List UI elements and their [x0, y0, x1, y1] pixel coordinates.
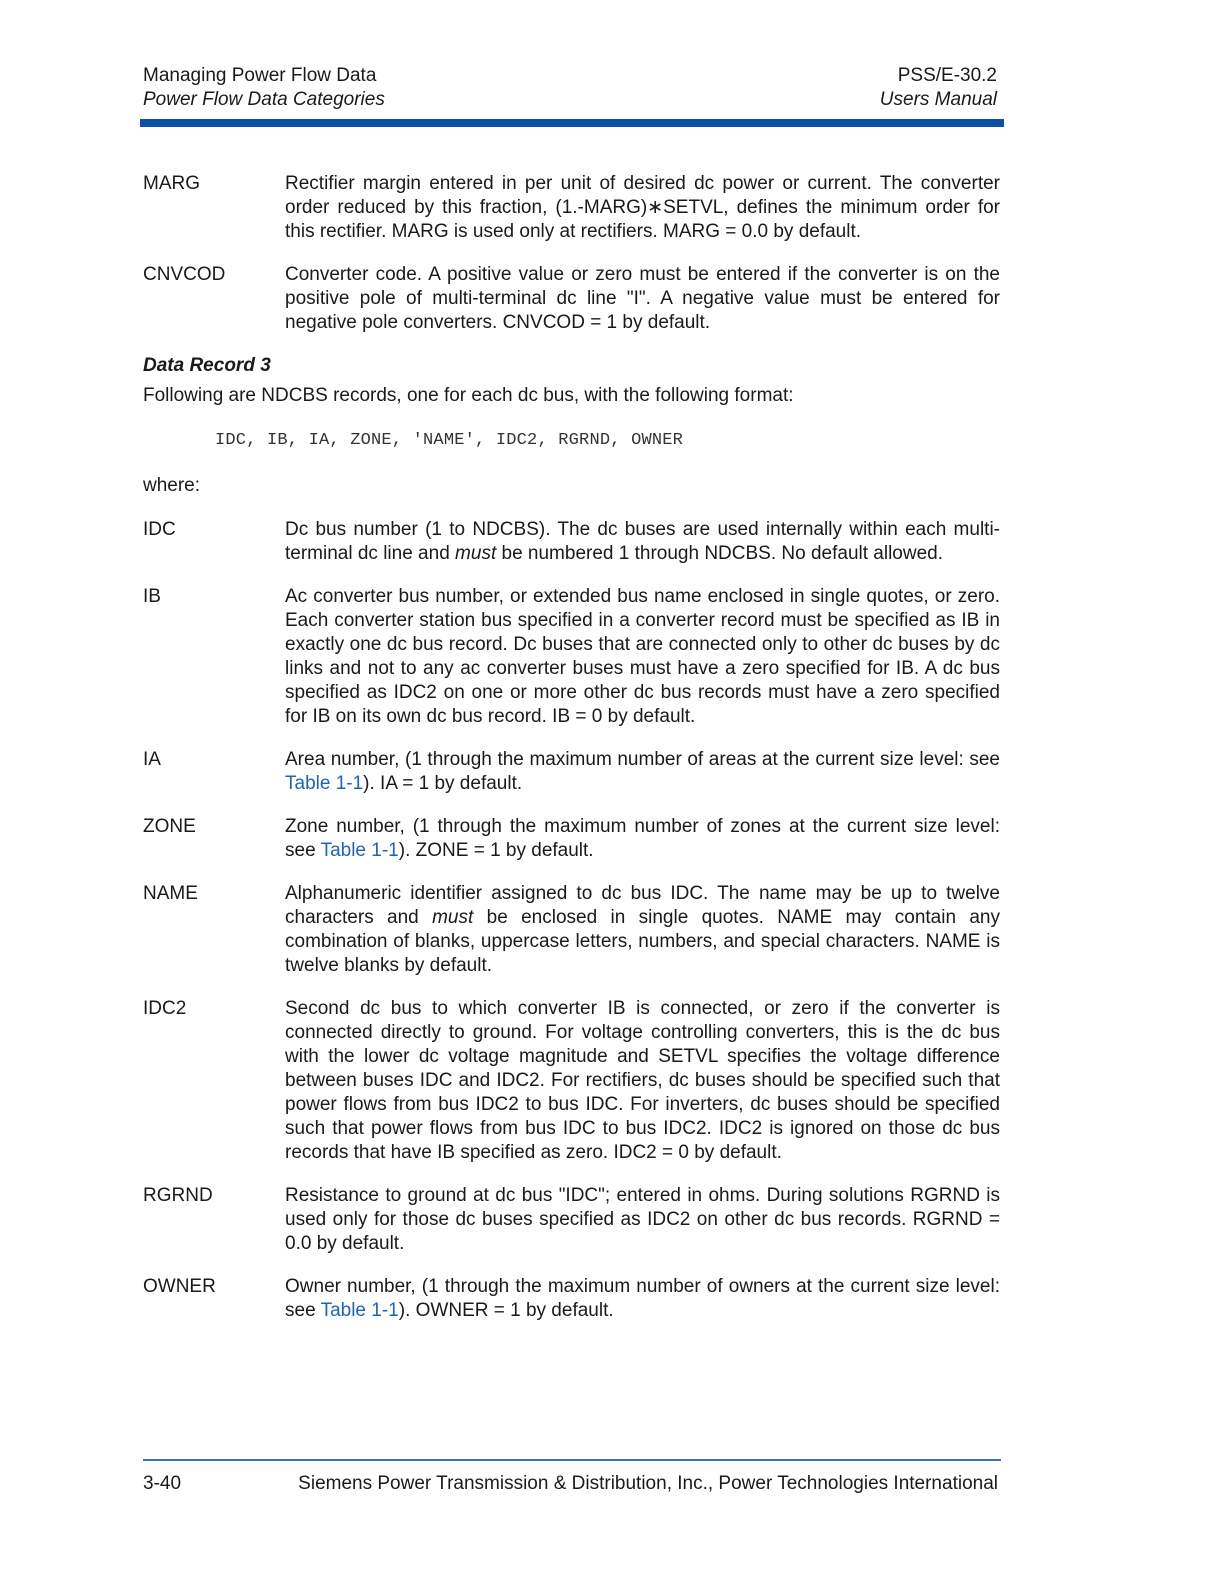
definition-text: be numbered 1 through NDCBS. No default allowed. — [496, 543, 943, 564]
term-label: RGRND — [143, 1185, 213, 1206]
term-label: NAME — [143, 883, 198, 904]
definition-row — [143, 263, 1000, 335]
table-link[interactable]: Table 1-1 — [320, 840, 399, 861]
page-content — [143, 172, 1000, 1342]
term-definition: Ac converter bus number, or extended bus name enclosed in single quotes, or zero. Each converter station bus specified in a converter record must be specified as IB in exactly one dc bus record. Dc buses that are connected only to other dc buses by dc links and not to any ac converter buses must have a zero specified for IB. A dc bus specified as IDC2 on one or more other dc bus records must have a zero specified for IB on its own dc bus record. IB = 0 by default. — [285, 586, 1000, 727]
where-label: where: — [143, 475, 201, 496]
term-label: CNVCOD — [143, 264, 226, 285]
record-format: IDC, IB, IA, ZONE, 'NAME', IDC2, RGRND, OWNER — [215, 431, 684, 450]
table-link[interactable]: Table 1-1 — [285, 773, 364, 794]
definition-text: Area number, (1 through the maximum number of areas at the current size level: see — [285, 749, 1000, 770]
table-link[interactable]: Table 1-1 — [320, 1300, 399, 1321]
term-definition: Rectifier margin entered in per unit of desired dc power or current. The converter order reduced by this fraction, (1.-MARG)∗SETVL, defines the minimum order for this rectifier. MARG is used only at rectifiers. MARG = 0.0 by default. — [285, 173, 1000, 242]
term-definition — [285, 1275, 1000, 1323]
term-definition: Converter code. A positive value or zero must be entered if the converter is on the positive pole of multi-terminal dc line "I". A negative value must be entered for negative pole converters. CNVCOD = 1 by default. — [285, 264, 1000, 333]
term-definition: Second dc bus to which converter IB is connected, or zero if the converter is connected directly to ground. For voltage controlling converters, this is the dc bus with the lower dc voltage magnitude and SETVL specifies the voltage difference between buses IDC and IDC2. For rectifiers, dc buses should be specified such that power flows from bus IDC2 to bus IDC. For inverters, dc buses should be specified such that power flows from bus IDC to bus IDC2. IDC2 is ignored on those dc bus records that have IB specified as zero. IDC2 = 0 by default. — [285, 998, 1000, 1163]
definition-row — [143, 748, 1000, 796]
header-divider — [140, 119, 1004, 127]
product-title: PSS/E-30.2 — [897, 65, 997, 86]
term-label: IA — [143, 749, 161, 770]
term-definition — [285, 748, 1000, 796]
emphasis-text: must — [455, 543, 497, 564]
definition-text: Alphanumeric identifier assigned to dc bus IDC. The name may be up to twelve characters and — [285, 883, 1000, 928]
emphasis-text: must — [432, 907, 474, 928]
chapter-title: Managing Power Flow Data — [143, 65, 377, 86]
page-number: 3-40 — [143, 1473, 182, 1494]
manual-subtitle: Users Manual — [879, 89, 997, 110]
section-subtitle: Power Flow Data Categories — [143, 89, 385, 110]
term-label: MARG — [143, 173, 200, 194]
definition-row — [143, 1184, 1000, 1256]
page-header — [143, 64, 997, 114]
term-label: IDC2 — [143, 998, 187, 1019]
definition-text: ). IA = 1 by default. — [363, 773, 523, 794]
footer-divider — [143, 1459, 1001, 1461]
section-heading: Data Record 3 — [143, 355, 271, 376]
definition-row — [143, 585, 1000, 729]
term-label: ZONE — [143, 816, 196, 837]
definition-row — [143, 1275, 1000, 1323]
term-label: OWNER — [143, 1276, 216, 1297]
definition-text: Dc bus number (1 to NDCBS). The dc buses are used internally within each multi-terminal dc line and — [285, 519, 1000, 564]
term-label: IDC — [143, 519, 176, 540]
term-definition — [285, 518, 1000, 566]
definition-row — [143, 997, 1000, 1165]
definition-row — [143, 815, 1000, 863]
term-label: IB — [143, 586, 161, 607]
definition-text: be enclosed in single quotes. NAME may contain any combination of blanks, uppercase letters, numbers, and special characters. NAME is twelve blanks by default. — [285, 907, 1000, 976]
definition-text: ). OWNER = 1 by default. — [398, 1300, 614, 1321]
definition-row — [143, 518, 1000, 566]
header-right — [880, 64, 997, 112]
definition-text: Owner number, (1 through the maximum number of owners at the current size level: see — [285, 1276, 1000, 1321]
term-definition — [285, 882, 1000, 978]
section-intro: Following are NDCBS records, one for each dc bus, with the following format: — [143, 385, 794, 406]
definition-row — [143, 882, 1000, 978]
company-name: Siemens Power Transmission & Distribution, Inc., Power Technologies International — [298, 1473, 998, 1494]
header-left — [143, 64, 385, 112]
definition-row — [143, 172, 1000, 244]
term-definition — [285, 815, 1000, 863]
definition-text: ). ZONE = 1 by default. — [398, 840, 594, 861]
definition-text: Zone number, (1 through the maximum number of zones at the current size level: see — [285, 816, 1000, 861]
term-definition: Resistance to ground at dc bus "IDC"; entered in ohms. During solutions RGRND is used only for those dc buses specified as IDC2 on other dc bus records. RGRND = 0.0 by default. — [285, 1185, 1000, 1254]
